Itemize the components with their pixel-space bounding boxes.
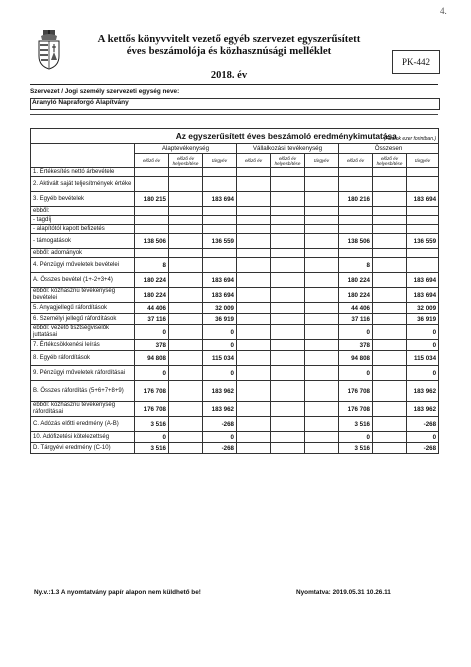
value-cell [271, 402, 305, 417]
table-row [31, 258, 439, 273]
value-cell [271, 234, 305, 249]
value-cell [237, 258, 271, 273]
row-label: A. Összes bevétel (1+-2+3+4) [31, 273, 135, 288]
value-cell: 0 [203, 325, 237, 340]
value-cell [305, 234, 339, 249]
table-row [31, 351, 439, 366]
value-cell [135, 216, 169, 225]
column-subheader: előző év [135, 154, 169, 168]
value-cell: 183 962 [203, 381, 237, 402]
value-cell: 0 [203, 340, 237, 351]
table-row [31, 225, 439, 234]
value-cell [271, 273, 305, 288]
row-label: 3. Egyéb bevételek [31, 192, 135, 207]
value-cell [373, 340, 407, 351]
value-cell [271, 225, 305, 234]
value-cell: 0 [339, 366, 373, 381]
value-cell [305, 340, 339, 351]
column-subheader: előző év helyesbítése [169, 154, 203, 168]
value-cell: 36 919 [203, 314, 237, 325]
value-cell [203, 258, 237, 273]
table-row [31, 273, 439, 288]
coat-of-arms-icon [36, 30, 62, 70]
table-row [31, 340, 439, 351]
value-cell [169, 402, 203, 417]
organization-name: Aranyló Napraforgó Alapítvány [32, 99, 129, 106]
row-label: C. Adózás előtti eredmény (A-B) [31, 417, 135, 432]
value-cell [169, 443, 203, 454]
value-cell [271, 351, 305, 366]
value-cell [203, 249, 237, 258]
value-cell: 0 [135, 325, 169, 340]
column-subheader: előző év helyesbítése [271, 154, 305, 168]
value-cell: 32 009 [407, 303, 439, 314]
column-subheader: tárgyév [407, 154, 439, 168]
value-cell [203, 225, 237, 234]
value-cell [135, 249, 169, 258]
value-cell: -268 [203, 443, 237, 454]
value-cell: 183 694 [203, 192, 237, 207]
row-label: ebből: vezető tisztségviselők juttatásai [31, 325, 135, 340]
column-subheader: előző év helyesbítése [373, 154, 407, 168]
value-cell [203, 216, 237, 225]
footer-version-note: Ny.v.:1.3 A nyomtatvány papír alapon nem küldhető be! [34, 589, 201, 596]
value-cell: 0 [407, 366, 439, 381]
table-title [135, 129, 439, 144]
row-label: D. Tárgyévi eredmény (C-10) [31, 443, 135, 454]
value-cell [169, 234, 203, 249]
organization-underline [30, 114, 438, 115]
value-cell [373, 168, 407, 177]
table-row [31, 381, 439, 402]
row-label: 2. Aktivált saját teljesítmények értéke [31, 177, 135, 192]
value-cell: 3 516 [135, 417, 169, 432]
value-cell [169, 381, 203, 402]
row-label: 4. Pénzügyi műveletek bevételei [31, 258, 135, 273]
value-cell [203, 207, 237, 216]
value-cell [305, 192, 339, 207]
value-cell: 0 [203, 366, 237, 381]
value-cell [305, 402, 339, 417]
value-cell [237, 177, 271, 192]
value-cell [237, 417, 271, 432]
table-row [31, 303, 439, 314]
value-cell [373, 303, 407, 314]
value-cell [373, 225, 407, 234]
document-title [80, 34, 378, 57]
value-cell [169, 207, 203, 216]
table-row [31, 325, 439, 340]
value-cell: 378 [135, 340, 169, 351]
value-cell: 94 808 [339, 351, 373, 366]
value-cell [305, 216, 339, 225]
row-label: - támogatások [31, 234, 135, 249]
value-cell: 32 009 [203, 303, 237, 314]
value-cell: 176 708 [135, 402, 169, 417]
value-cell [237, 314, 271, 325]
unit-note: (Adatok ezer forintban.) [383, 136, 437, 142]
value-cell [169, 314, 203, 325]
value-cell [373, 443, 407, 454]
value-cell: 37 116 [339, 314, 373, 325]
table-corner [31, 129, 135, 144]
value-cell [373, 234, 407, 249]
value-cell [407, 177, 439, 192]
value-cell [373, 366, 407, 381]
value-cell [305, 249, 339, 258]
row-label: 9. Pénzügyi műveletek ráfordításai [31, 366, 135, 381]
value-cell: 0 [339, 432, 373, 443]
page-number: 4. [440, 6, 447, 16]
row-label: 8. Egyéb ráfordítások [31, 351, 135, 366]
column-subheader: előző év [339, 154, 373, 168]
value-cell [339, 168, 373, 177]
table-row [31, 207, 439, 216]
value-cell [339, 225, 373, 234]
value-cell [373, 314, 407, 325]
column-subheader: tárgyév [305, 154, 339, 168]
row-label: ebből: közhasznú tevékenység ráfordításai [31, 402, 135, 417]
value-cell [169, 325, 203, 340]
value-cell: 0 [407, 325, 439, 340]
value-cell [305, 351, 339, 366]
value-cell: 115 034 [407, 351, 439, 366]
value-cell: 180 224 [339, 273, 373, 288]
value-cell [169, 192, 203, 207]
value-cell: 176 708 [339, 402, 373, 417]
table-row [31, 402, 439, 417]
value-cell [305, 432, 339, 443]
value-cell: 44 406 [339, 303, 373, 314]
value-cell [339, 216, 373, 225]
value-cell [169, 177, 203, 192]
value-cell [135, 207, 169, 216]
value-cell [271, 314, 305, 325]
value-cell [373, 192, 407, 207]
value-cell [271, 192, 305, 207]
value-cell: 138 506 [135, 234, 169, 249]
value-cell: 37 116 [135, 314, 169, 325]
table-row [31, 417, 439, 432]
value-cell: -268 [203, 417, 237, 432]
header-blank [31, 144, 135, 168]
value-cell [169, 432, 203, 443]
organization-label: Szervezet / Jogi személy szervezeti egység neve: [30, 88, 180, 95]
value-cell: 183 962 [407, 402, 439, 417]
table-row [31, 366, 439, 381]
value-cell [135, 225, 169, 234]
value-cell [373, 288, 407, 303]
value-cell [305, 225, 339, 234]
table-row [31, 288, 439, 303]
value-cell [305, 273, 339, 288]
value-cell [339, 177, 373, 192]
value-cell [169, 340, 203, 351]
value-cell [169, 303, 203, 314]
value-cell [373, 351, 407, 366]
title-line-2: éves beszámolója és közhasznúsági melléklet [126, 44, 332, 57]
value-cell [237, 381, 271, 402]
value-cell: 44 406 [135, 303, 169, 314]
value-cell [305, 381, 339, 402]
group-header-basic: Alaptevékenység [135, 144, 237, 154]
value-cell: 3 516 [339, 443, 373, 454]
value-cell: 180 215 [135, 192, 169, 207]
row-label: 6. Személyi jellegű ráfordítások [31, 314, 135, 325]
value-cell: 136 559 [407, 234, 439, 249]
value-cell: 0 [407, 432, 439, 443]
value-cell [271, 325, 305, 340]
value-cell [237, 366, 271, 381]
value-cell [271, 207, 305, 216]
value-cell [135, 168, 169, 177]
value-cell: 3 516 [339, 417, 373, 432]
form-code: PK-442 [401, 57, 430, 67]
table-row [31, 234, 439, 249]
value-cell: 180 224 [135, 273, 169, 288]
value-cell: 0 [135, 432, 169, 443]
value-cell [237, 325, 271, 340]
value-cell: 8 [339, 258, 373, 273]
value-cell [271, 381, 305, 402]
value-cell: 36 919 [407, 314, 439, 325]
value-cell [169, 417, 203, 432]
value-cell [237, 249, 271, 258]
value-cell [169, 351, 203, 366]
value-cell [373, 381, 407, 402]
report-year: 2018. év [210, 70, 248, 81]
value-cell [169, 366, 203, 381]
value-cell [237, 288, 271, 303]
value-cell [373, 207, 407, 216]
value-cell: 115 034 [203, 351, 237, 366]
value-cell [407, 249, 439, 258]
value-cell [305, 314, 339, 325]
value-cell [407, 216, 439, 225]
value-cell [169, 273, 203, 288]
value-cell [169, 216, 203, 225]
value-cell [203, 177, 237, 192]
value-cell [237, 225, 271, 234]
row-label: ebből: [31, 207, 135, 216]
value-cell: 3 516 [135, 443, 169, 454]
value-cell: -268 [407, 443, 439, 454]
value-cell [407, 225, 439, 234]
value-cell [237, 234, 271, 249]
row-label: 10. Adófizetési kötelezettség [31, 432, 135, 443]
value-cell [305, 303, 339, 314]
group-header-total: Összesen [339, 144, 439, 154]
value-cell [271, 216, 305, 225]
value-cell [271, 288, 305, 303]
value-cell [373, 216, 407, 225]
value-cell [237, 402, 271, 417]
value-cell [373, 432, 407, 443]
value-cell [271, 432, 305, 443]
value-cell [339, 207, 373, 216]
column-subheader: tárgyév [203, 154, 237, 168]
value-cell [407, 258, 439, 273]
table-row [31, 249, 439, 258]
value-cell [237, 207, 271, 216]
form-code-box [392, 50, 440, 74]
income-statement-table [30, 128, 439, 454]
value-cell [271, 249, 305, 258]
value-cell [203, 168, 237, 177]
value-cell: 180 224 [339, 288, 373, 303]
value-cell: 183 694 [407, 192, 439, 207]
table-row [31, 314, 439, 325]
value-cell [237, 351, 271, 366]
value-cell [305, 168, 339, 177]
value-cell: 183 694 [407, 273, 439, 288]
row-label: ebből: adományok [31, 249, 135, 258]
value-cell: 378 [339, 340, 373, 351]
table-row [31, 216, 439, 225]
value-cell: 8 [135, 258, 169, 273]
value-cell [407, 207, 439, 216]
column-subheader: előző év [237, 154, 271, 168]
value-cell [237, 192, 271, 207]
value-cell [169, 225, 203, 234]
value-cell [305, 325, 339, 340]
table-row [31, 168, 439, 177]
value-cell [271, 168, 305, 177]
value-cell [305, 258, 339, 273]
value-cell [373, 417, 407, 432]
row-label: 5. Anyagjellegű ráfordítások [31, 303, 135, 314]
value-cell [305, 366, 339, 381]
value-cell [271, 340, 305, 351]
value-cell [305, 177, 339, 192]
value-cell [237, 340, 271, 351]
value-cell [271, 417, 305, 432]
value-cell: 94 808 [135, 351, 169, 366]
value-cell: 0 [339, 325, 373, 340]
value-cell [373, 273, 407, 288]
row-label: - alapítótól kapott befizetés [31, 225, 135, 234]
value-cell [373, 402, 407, 417]
table-row [31, 192, 439, 207]
value-cell [135, 177, 169, 192]
value-cell [237, 303, 271, 314]
value-cell [271, 443, 305, 454]
value-cell [305, 417, 339, 432]
value-cell [373, 177, 407, 192]
value-cell [339, 249, 373, 258]
row-label: ebből: közhasznú tevékenység bevételei [31, 288, 135, 303]
value-cell [271, 366, 305, 381]
value-cell: 176 708 [339, 381, 373, 402]
value-cell: 183 694 [203, 288, 237, 303]
value-cell: 136 559 [203, 234, 237, 249]
value-cell: 183 962 [203, 402, 237, 417]
group-header-business: Vállalkozási tevékenység [237, 144, 339, 154]
value-cell: 0 [203, 432, 237, 443]
footer-print-date: Nyomtatva: 2019.05.31 10.26.11 [296, 589, 391, 596]
value-cell: 183 694 [203, 273, 237, 288]
value-cell [305, 443, 339, 454]
value-cell [271, 303, 305, 314]
value-cell [373, 258, 407, 273]
title-line-1: A kettős könyvvitelt vezető egyéb szervezet egyszerűsített [97, 33, 361, 45]
value-cell [373, 325, 407, 340]
value-cell [305, 207, 339, 216]
value-cell: 180 224 [135, 288, 169, 303]
value-cell: 183 694 [407, 288, 439, 303]
value-cell [373, 249, 407, 258]
header-divider [30, 84, 438, 85]
value-cell [407, 168, 439, 177]
row-label: B. Összes ráfordítás (5+6+7+8+9) [31, 381, 135, 402]
row-label: 1. Értékesítés nettó árbevétele [31, 168, 135, 177]
value-cell [169, 249, 203, 258]
value-cell [271, 258, 305, 273]
value-cell: 176 708 [135, 381, 169, 402]
value-cell [169, 288, 203, 303]
value-cell [237, 216, 271, 225]
value-cell: 183 962 [407, 381, 439, 402]
value-cell [237, 432, 271, 443]
value-cell [237, 168, 271, 177]
value-cell: 180 216 [339, 192, 373, 207]
value-cell [271, 177, 305, 192]
value-cell: -268 [407, 417, 439, 432]
value-cell: 0 [407, 340, 439, 351]
table-row [31, 177, 439, 192]
table-row [31, 443, 439, 454]
value-cell: 0 [135, 366, 169, 381]
value-cell [169, 168, 203, 177]
value-cell [237, 443, 271, 454]
row-label: - tagdíj [31, 216, 135, 225]
row-label: 7. Értékcsökkenési leírás [31, 340, 135, 351]
table-row [31, 432, 439, 443]
value-cell [237, 273, 271, 288]
value-cell [169, 258, 203, 273]
value-cell [305, 288, 339, 303]
value-cell: 138 506 [339, 234, 373, 249]
table-title-text: Az egyszerűsített éves beszámoló eredménykimutatása [175, 131, 397, 141]
